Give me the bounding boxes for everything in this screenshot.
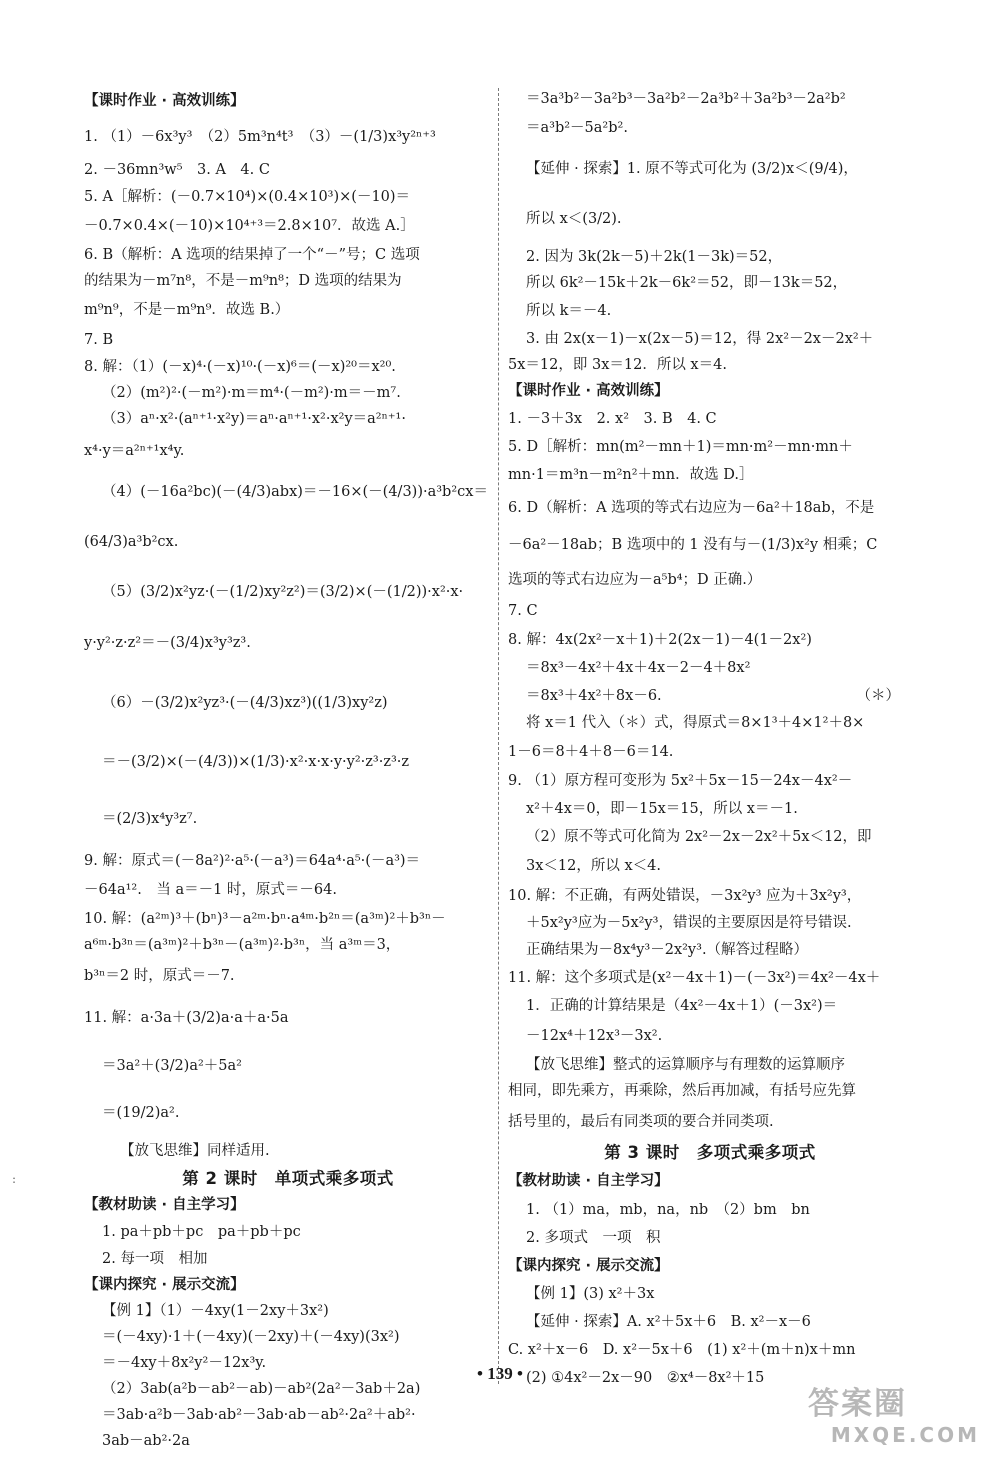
answer-line: （3）aⁿ·x²·(aⁿ⁺¹·x²y)＝aⁿ·aⁿ⁺¹·x²·x²y＝a²ⁿ⁺¹· — [102, 411, 406, 427]
answer-line: 10. 解：(a²ᵐ)³＋(bⁿ)³－a²ᵐ·bⁿ·a⁴ᵐ·b²ⁿ＝(a³ᵐ)²＋b³ⁿ－ — [84, 911, 446, 927]
answer-line: （2）(m²)²·(－m²)·m＝m⁴·(－m²)·m＝－m⁷. — [102, 385, 401, 401]
answer-line: 11. 解：a·3a＋(3/2)a·a＋a·5a — [84, 1010, 289, 1026]
answer-line: a⁶ᵐ·b³ⁿ＝(a³ᵐ)²＋b³ⁿ－(a³ᵐ)²·b³ⁿ，当 a³ᵐ＝3， — [84, 937, 401, 953]
answer-line: 所以 6k²－15k＋2k－6k²＝52，即－13k＝52， — [526, 275, 848, 291]
answer-line: 8. 解：4x(2x²－x＋1)＋2(2x－1)－4(1－2x²) — [508, 632, 812, 648]
answer-line: 6. D（解析：A 选项的等式右边应为－6a²＋18ab，不是 — [508, 500, 875, 516]
section-heading: 【课内探究 · 展示交流】 — [84, 1277, 245, 1293]
answer-line: ＝－(3/2)×(－(4/3))×(1/3)·x²·x·x·y·y²·z³·z³·z — [102, 754, 410, 770]
left-column — [84, 86, 492, 1454]
answer-line: 3. 由 2x(x－1)－x(2x－5)＝12，得 2x²－2x－2x²＋ — [526, 331, 874, 347]
answer-line: 将 x＝1 代入（＊）式，得原式＝8×1³＋4×1²＋8× — [526, 715, 865, 731]
answer-line: ＝3ab·a²b－3ab·ab²－3ab·ab－ab²·2a²＋ab²· — [102, 1407, 416, 1423]
answer-line: （5）(3/2)x²yz·(－(1/2)xy²z²)＝(3/2)×(－(1/2))·x²·x· — [102, 584, 464, 600]
answer-line: 所以 k＝－4. — [526, 303, 612, 319]
answer-line — [508, 682, 912, 710]
answer-line: －6a²－18ab；B 选项中的 1 没有与－(1/3)x²y 相乘；C — [508, 537, 878, 553]
answer-line: (64/3)a³b²cx. — [84, 534, 179, 550]
answer-line: 选项的等式右边应为－a⁵b⁴；D 正确.） — [508, 572, 762, 588]
answer-line: 9. （1）原方程可变形为 5x²＋5x－15－24x－4x²－ — [508, 773, 853, 789]
answer-line: 7. C — [508, 603, 538, 619]
answer-line: ＝(19/2)a². — [102, 1105, 180, 1121]
answer-line: 7. B — [84, 332, 114, 348]
answer-line: y·y²·z·z²＝－(3/4)x³y³z³. — [84, 635, 251, 651]
answer-line: 括号里的，最后有同类项的要合并同类项. — [508, 1114, 774, 1130]
answer-line: 1．正确的计算结果是（4x²－4x＋1）(－3x²)＝ — [526, 998, 838, 1014]
answer-line: 1. （1）－6x³y³ （2）5m³n⁴t³ （3）－(1/3)x³y²ⁿ⁺³ — [84, 129, 436, 145]
answer-line: 正确结果为－8x⁴y³－2x²y³.（解答过程略） — [526, 942, 809, 958]
watermark-top: 答案圈 — [808, 1386, 907, 1422]
answer-line: x⁴·y＝a²ⁿ⁺¹x⁴y. — [84, 443, 185, 459]
column-divider — [498, 88, 499, 1384]
answer-line: －64a¹². 当 a＝－1 时，原式＝－64. — [84, 882, 337, 898]
answer-line: ＝3a³b²－3a²b³－3a²b²－2a³b²＋3a²b³－2a²b² — [526, 91, 846, 107]
answer-line: (2) ①4x²－2x－90 ②x⁴－8x²＋15 — [526, 1370, 765, 1386]
section-heading: 【教材助读 · 自主学习】 — [508, 1173, 669, 1189]
answer-line: 1－6＝8＋4＋8－6＝14. — [508, 744, 674, 760]
answer-line: ＝a³b²－5a²b². — [526, 120, 628, 136]
answer-line: 1. pa＋pb＋pc pa＋pb＋pc — [102, 1224, 301, 1240]
answer-line: ＝(2/3)x⁴y³z⁷. — [102, 811, 198, 827]
answer-line: 10. 解：不正确，有两处错误，－3x²y³ 应为＋3x²y³， — [508, 888, 862, 904]
answer-line: －0.7×0.4×(－10)×10⁴⁺³＝2.8×10⁷．故选 A.］ — [84, 218, 415, 234]
answer-line: 3ab－ab²·2a — [102, 1433, 190, 1449]
answer-line: 1. （1）ma，mb，na，nb （2）bm bn — [526, 1202, 810, 1218]
answer-line: 5x＝12，即 3x＝12．所以 x＝4. — [508, 357, 727, 373]
answer-line: 9. 解：原式＝(－8a²)²·a⁵·(－a³)＝64a⁴·a⁵·(－a³)＝ — [84, 853, 421, 869]
answer-line: C. x²＋x－6 D. x²－5x＋6 (1) x²＋(m＋n)x＋mn — [508, 1342, 856, 1358]
answer-line: ＝3a²＋(3/2)a²＋5a² — [102, 1058, 242, 1074]
answer-line: ＝－4xy＋8x²y²－12x³y. — [102, 1355, 267, 1371]
answer-line: （4）(－16a²bc)(－(4/3)abx)＝－16×(－(4/3))·a³b²cx＝ — [102, 484, 488, 500]
section-heading: 【教材助读 · 自主学习】 — [84, 1197, 245, 1213]
answer-line: －12x⁴＋12x³－3x². — [526, 1028, 663, 1044]
margin-mark: : — [12, 1172, 17, 1186]
answer-line: ＋5x²y³应为－5x²y³，错误的主要原因是符号错误. — [526, 915, 852, 931]
answer-line: 8. 解：（1）(－x)⁴·(－x)¹⁰·(－x)⁶＝(－x)²⁰＝x²⁰. — [84, 359, 396, 375]
answer-line: mn·1＝m³n－m²n²＋mn．故选 D.］ — [508, 467, 754, 483]
answer-line: 5. A［解析：(－0.7×10⁴)×(0.4×10³)×(－10)＝ — [84, 189, 411, 205]
answer-line: （6）－(3/2)x²yz³·(－(4/3)xz³)((1/3)xy²z) — [102, 695, 388, 711]
answer-line: 【放飞思维】同样适用. — [120, 1143, 270, 1159]
answer-line: 相同，即先乘方，再乘除，然后再加减，有括号应先算 — [508, 1083, 856, 1099]
answer-line-text: ＝8x³＋4x²＋8x－6. — [526, 688, 662, 704]
answer-line: 2. －36mn³w⁵ 3. A 4. C — [84, 162, 270, 178]
answer-line: 6. B（解析：A 选项的结果掉了一个“－”号；C 选项 — [84, 247, 420, 263]
answer-line: 【放飞思维】整式的运算顺序与有理数的运算顺序 — [526, 1057, 845, 1073]
answer-line: m⁹n⁹，不是－m⁹n⁹．故选 B.） — [84, 302, 290, 318]
section-heading: 【课内探究 · 展示交流】 — [508, 1258, 669, 1274]
answer-line: 2. 每一项 相加 — [102, 1251, 208, 1267]
answer-line: 3x＜12，所以 x＜4. — [526, 858, 661, 874]
answer-line: b³ⁿ＝2 时，原式＝－7. — [84, 968, 235, 984]
equation-tag: （＊） — [856, 688, 900, 704]
answer-line: 5. D［解析：mn(m²－mn＋1)＝mn·m²－mn·mn＋ — [508, 439, 853, 455]
watermark-bottom: MXQE.COM — [830, 1423, 980, 1447]
answer-line: 的结果为－m⁷n⁸，不是－m⁹n⁸；D 选项的结果为 — [84, 273, 402, 289]
answer-line: （2）原不等式可化简为 2x²－2x－2x²＋5x＜12，即 — [526, 829, 872, 845]
answer-line: 【延伸 · 探索】A. x²＋5x＋6 B. x²－x－6 — [526, 1314, 811, 1330]
answer-line: ＝(－4xy)·1＋(－4xy)(－2xy)＋(－4xy)(3x²) — [102, 1329, 400, 1345]
answer-line: 1. －3＋3x 2. x² 3. B 4. C — [508, 411, 717, 427]
answer-line: 所以 x＜(3/2). — [526, 211, 622, 227]
right-column — [508, 86, 912, 1392]
watermark-logo — [808, 1378, 980, 1447]
answer-line: 【例 1】（1）－4xy(1－2xy＋3x²) — [102, 1303, 329, 1319]
answer-line: 2. 因为 3k(2k－5)＋2k(1－3k)＝52， — [526, 249, 783, 265]
answer-line: 2. 多项式 一项 积 — [526, 1230, 661, 1246]
section-title: 第 2 课时 单项式乘多项式 — [182, 1169, 394, 1188]
section-title: 第 3 课时 多项式乘多项式 — [604, 1143, 816, 1162]
section-heading: 【课时作业 · 高效训练】 — [84, 93, 245, 109]
answer-line: 【延伸 · 探索】1. 原不等式可化为 (3/2)x＜(9/4)， — [526, 161, 858, 177]
answer-line: 【例 1】(3) x²＋3x — [526, 1286, 655, 1302]
answer-line: x²＋4x＝0，即－15x＝15，所以 x＝－1. — [526, 801, 798, 817]
answer-line: 11. 解：这个多项式是(x²－4x＋1)－(－3x²)＝4x²－4x＋ — [508, 970, 881, 986]
answer-line: ＝8x³－4x²＋4x＋4x－2－4＋8x² — [526, 660, 751, 676]
page-number: • 139 • — [477, 1364, 523, 1383]
answer-line: （2）3ab(a²b－ab²－ab)－ab²(2a²－3ab＋2a) — [102, 1381, 421, 1397]
section-heading: 【课时作业 · 高效训练】 — [508, 383, 669, 399]
